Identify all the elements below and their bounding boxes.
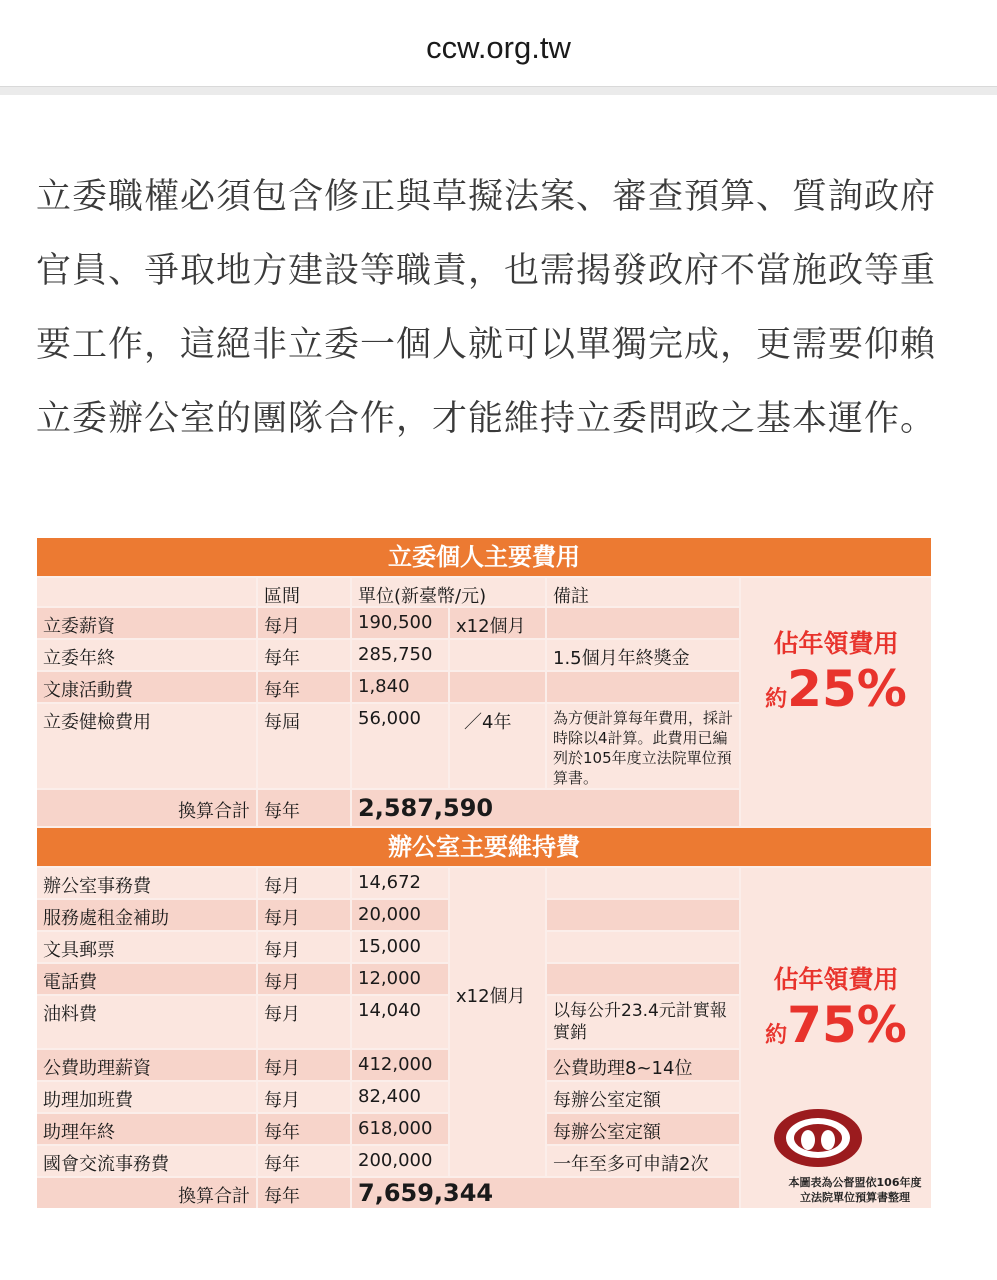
row-note xyxy=(547,672,739,702)
browser-url-bar[interactable] xyxy=(0,0,997,87)
url-bar-divider xyxy=(0,87,997,95)
row-multiplier xyxy=(450,672,545,702)
row-note xyxy=(547,964,739,994)
header-period: 區間 xyxy=(258,578,350,606)
total-label: 換算合計 xyxy=(37,790,256,826)
row-amount: 20,000 xyxy=(352,900,448,930)
row-item: 助理加班費 xyxy=(37,1082,256,1112)
row-period: 每月 xyxy=(258,900,350,930)
row-amount: 14,672 xyxy=(352,868,448,898)
share-about: 約 xyxy=(765,1023,788,1048)
row-item: 助理年終 xyxy=(37,1114,256,1144)
total-period: 每年 xyxy=(258,790,350,826)
shared-multiplier: x12個月 xyxy=(450,868,545,1176)
row-period: 每月 xyxy=(258,1050,350,1080)
total-amount: 7,659,344 xyxy=(352,1178,739,1208)
article-line: 立委職權必須包含修正與草擬法案、審查預算、質詢政府 xyxy=(36,177,937,217)
total-amount: 2,587,590 xyxy=(352,790,739,826)
share-percent: 25% xyxy=(787,660,907,718)
share-panel-personal xyxy=(741,578,931,826)
article-paragraph xyxy=(36,160,966,456)
row-amount: 15,000 xyxy=(352,932,448,962)
share-label: 佔年領費用 xyxy=(773,629,899,658)
row-item: 服務處租金補助 xyxy=(37,900,256,930)
row-note xyxy=(547,900,739,930)
article-line: 要工作，這絕非立委一個人就可以單獨完成，更需要仰賴 xyxy=(36,325,937,365)
row-amount: 56,000 xyxy=(352,704,448,788)
row-period: 每月 xyxy=(258,932,350,962)
row-note xyxy=(547,932,739,962)
row-period: 每月 xyxy=(258,608,350,638)
row-amount: 190,500 xyxy=(352,608,448,638)
row-item: 公費助理薪資 xyxy=(37,1050,256,1080)
row-note: 1.5個月年終獎金 xyxy=(547,640,739,670)
row-period: 每月 xyxy=(258,996,350,1048)
row-item: 立委薪資 xyxy=(37,608,256,638)
header-unit: 單位(新臺幣/元) xyxy=(352,578,545,606)
row-period: 每屆 xyxy=(258,704,350,788)
row-period: 每年 xyxy=(258,1146,350,1176)
row-amount: 412,000 xyxy=(352,1050,448,1080)
credit-line: 立法院單位預算書整理 xyxy=(800,1191,910,1204)
row-item: 國會交流事務費 xyxy=(37,1146,256,1176)
source-credit xyxy=(770,1175,940,1205)
row-note: 以每公升23.4元計實報實銷 xyxy=(547,996,739,1048)
row-amount: 285,750 xyxy=(352,640,448,670)
row-period: 每月 xyxy=(258,964,350,994)
section-title-personal: 立委個人主要費用 xyxy=(37,538,931,576)
share-percent: 75% xyxy=(787,996,907,1054)
ccw-logo-icon xyxy=(772,1108,864,1168)
article-line: 官員、爭取地方建設等職責，也需揭發政府不當施政等重 xyxy=(36,251,937,291)
section-title-office: 辦公室主要維持費 xyxy=(37,828,931,866)
header-blank xyxy=(37,578,256,606)
row-amount: 1,840 xyxy=(352,672,448,702)
row-item: 立委年終 xyxy=(37,640,256,670)
row-item: 立委健檢費用 xyxy=(37,704,256,788)
row-multiplier: ／4年 xyxy=(450,704,545,788)
share-value xyxy=(741,996,931,1054)
row-item: 電話費 xyxy=(37,964,256,994)
row-amount: 618,000 xyxy=(352,1114,448,1144)
credit-line: 本圖表為公督盟依106年度 xyxy=(788,1176,922,1189)
header-note: 備註 xyxy=(547,578,739,606)
total-period: 每年 xyxy=(258,1178,350,1208)
row-note xyxy=(547,608,739,638)
row-amount: 200,000 xyxy=(352,1146,448,1176)
row-note: 一年至多可申請2次 xyxy=(547,1146,739,1176)
share-value xyxy=(741,660,931,718)
url-text[interactable]: ccw.org.tw xyxy=(426,30,571,65)
row-amount: 14,040 xyxy=(352,996,448,1048)
row-amount: 12,000 xyxy=(352,964,448,994)
article-line: 立委辦公室的團隊合作，才能維持立委問政之基本運作。 xyxy=(36,399,937,439)
row-multiplier: x12個月 xyxy=(450,608,545,638)
row-amount: 82,400 xyxy=(352,1082,448,1112)
row-item: 油料費 xyxy=(37,996,256,1048)
row-period: 每年 xyxy=(258,672,350,702)
row-multiplier xyxy=(450,640,545,670)
share-label: 佔年領費用 xyxy=(773,965,899,994)
row-period: 每年 xyxy=(258,1114,350,1144)
row-item: 辦公室事務費 xyxy=(37,868,256,898)
total-label: 換算合計 xyxy=(37,1178,256,1208)
row-period: 每月 xyxy=(258,868,350,898)
row-note: 每辦公室定額 xyxy=(547,1114,739,1144)
row-item: 文康活動費 xyxy=(37,672,256,702)
share-about: 約 xyxy=(765,687,788,712)
row-note: 每辦公室定額 xyxy=(547,1082,739,1112)
row-note: 為方便計算每年費用，採計時除以4計算。此費用已編列於105年度立法院單位預算書。 xyxy=(547,704,739,788)
row-period: 每月 xyxy=(258,1082,350,1112)
row-note xyxy=(547,868,739,898)
row-period: 每年 xyxy=(258,640,350,670)
row-note: 公費助理8~14位 xyxy=(547,1050,739,1080)
row-item: 文具郵票 xyxy=(37,932,256,962)
